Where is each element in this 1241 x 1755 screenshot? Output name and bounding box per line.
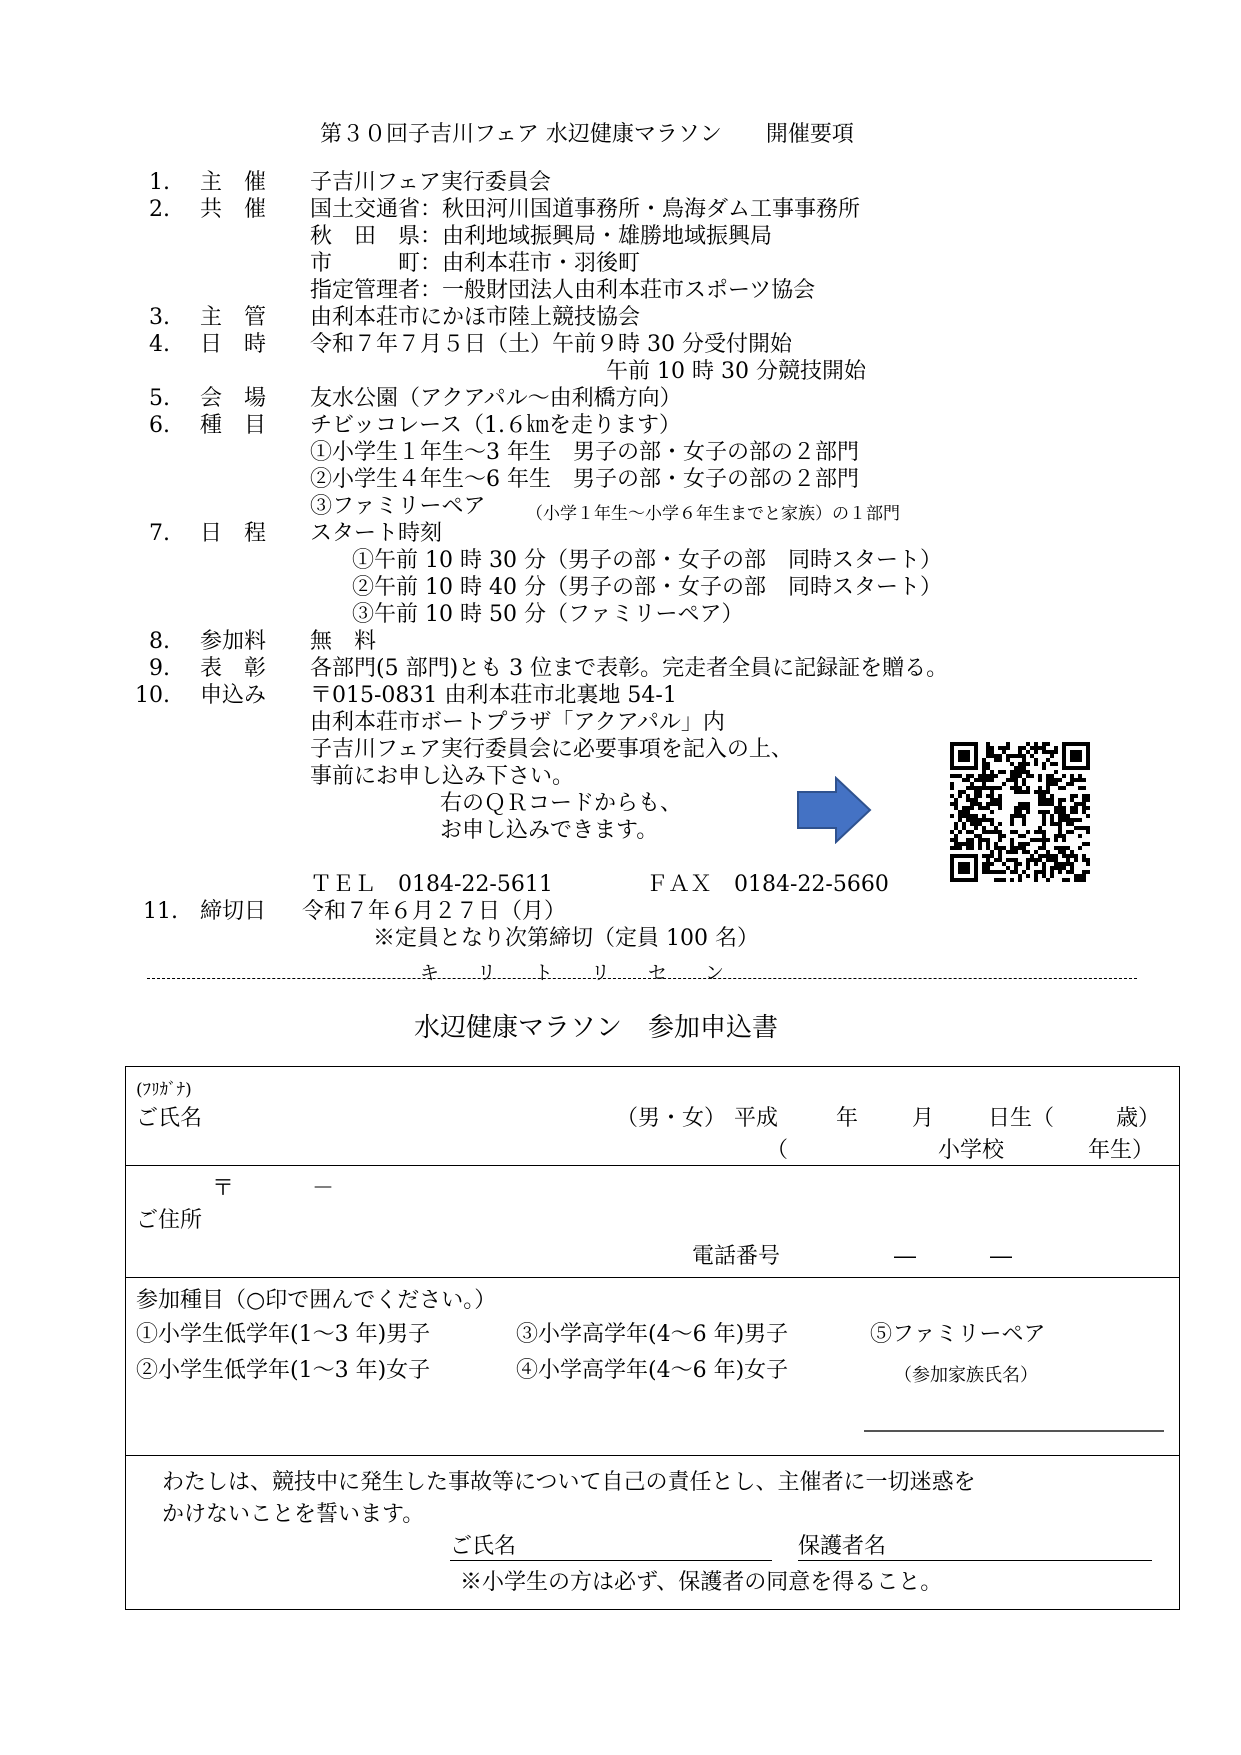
section-6-line-3: ②小学生４年生～6 年生 男子の部・女子の部の２部門: [310, 467, 859, 492]
section-4-num: 4.: [149, 332, 170, 357]
section-10-line-3: 子吉川フェア実行委員会に必要事項を記入の上、: [310, 737, 793, 762]
section-6-num: 6.: [149, 413, 170, 438]
guardian-name-field[interactable]: [798, 1533, 1152, 1561]
section-10-tel: ＴＥＬ 0184-22-5611: [310, 872, 553, 897]
section-10-num: 10.: [135, 683, 170, 708]
event-option-1[interactable]: ①小学生低学年(1～3 年)男子: [136, 1322, 431, 1347]
section-5-num: 5.: [149, 386, 170, 411]
section-9-line: 各部門(5 部門)とも 3 位まで表彰。完走者全員に記録証を贈る。: [310, 656, 949, 681]
section-10-line-1: 〒015-0831 由利本荘市北裏地 54-1: [310, 683, 677, 708]
section-3-num: 3.: [149, 305, 170, 330]
section-7-line-2: ①午前 10 時 30 分（男子の部・女子の部 同時スタート）: [352, 548, 942, 573]
event-option-2[interactable]: ②小学生低学年(1～3 年)女子: [136, 1358, 431, 1383]
section-1-line: 子吉川フェア実行委員会: [310, 170, 551, 195]
postal-mark: 〒: [212, 1176, 235, 1201]
grade-label: 年生）: [1088, 1138, 1155, 1163]
section-8-label: 参加料: [200, 629, 267, 654]
section-9-label: 表 彰: [200, 656, 267, 681]
event-option-4[interactable]: ④小学高学年(4～6 年)女子: [516, 1358, 789, 1383]
section-10-label: 申込み: [200, 683, 267, 708]
section-2-line-2: 秋 田 県：由利地域振興局・雄勝地域振興局: [310, 224, 773, 249]
section-6-line-2: ①小学生１年生～3 年生 男子の部・女子の部の２部門: [310, 440, 859, 465]
qr-code-icon[interactable]: [950, 742, 1090, 882]
section-1-label: 主 催: [200, 170, 267, 195]
age-label: 歳）: [1116, 1106, 1161, 1131]
name-label[interactable]: ご氏名: [136, 1106, 203, 1131]
section-6-line-4-note: （小学１年生～小学６年生までと家族）の１部門: [526, 504, 900, 524]
page-title: 第３０回子吉川フェア 水辺健康マラソン 開催要項: [320, 122, 854, 147]
school-open-paren: （: [766, 1138, 789, 1163]
family-name-line[interactable]: [864, 1430, 1164, 1432]
section-10-line-6: お申し込みできます。: [440, 818, 659, 843]
year-label: 年: [836, 1106, 859, 1131]
section-4-label: 日 時: [200, 332, 267, 357]
section-11-line-1: 令和７年６月２７日（月）: [302, 899, 567, 924]
pledge-line-1: わたしは、競技中に発生した事故等について自己の責任とし、主催者に一切迷惑を: [162, 1470, 976, 1495]
furigana-label: (ﾌﾘｶﾞﾅ): [136, 1080, 192, 1100]
section-11-num: 11.: [143, 899, 178, 924]
section-9-num: 9.: [149, 656, 170, 681]
form-divider-3: [126, 1455, 1179, 1456]
address-label[interactable]: ご住所: [136, 1208, 203, 1233]
form-divider-2: [126, 1277, 1179, 1278]
section-3-label: 主 管: [200, 305, 267, 330]
section-6-line-1: チビッコレース（1.６㎞を走ります）: [310, 413, 682, 438]
section-2-label: 共 催: [200, 197, 267, 222]
section-2-num: 2.: [149, 197, 170, 222]
section-10-line-2: 由利本荘市ボートプラザ「アクアパル」内: [310, 710, 725, 735]
cut-label: キ リ ト リ セ ン: [420, 962, 725, 984]
guardian-name-label: 保護者名: [798, 1534, 887, 1559]
event-option-3[interactable]: ③小学高学年(4～6 年)男子: [516, 1322, 789, 1347]
section-10-line-4: 事前にお申し込み下さい。: [310, 764, 575, 789]
event-option-5[interactable]: ⑤ファミリーペア: [870, 1322, 1046, 1347]
section-7-num: 7.: [149, 521, 170, 546]
form-divider-1: [126, 1165, 1179, 1166]
section-5-line: 友水公園（アクアパル～由利橋方向）: [310, 386, 682, 411]
section-11-line-2: ※定員となり次第締切（定員 100 名）: [373, 926, 759, 951]
application-form: [125, 1066, 1180, 1610]
birthday-label: 日生（: [988, 1106, 1055, 1131]
right-arrow-icon: [796, 776, 872, 844]
section-7-label: 日 程: [200, 521, 267, 546]
section-7-line-3: ②午前 10 時 40 分（男子の部・女子の部 同時スタート）: [352, 575, 942, 600]
pledge-line-2: かけないことを誓います。: [162, 1502, 425, 1527]
section-1-num: 1.: [149, 170, 170, 195]
section-6-label: 種 目: [200, 413, 267, 438]
guardian-note: ※小学生の方は必ず、保護者の同意を得ること。: [460, 1570, 943, 1595]
section-4-line-1: 令和７年７月５日（土）午前９時 30 分受付開始: [310, 332, 792, 357]
section-8-num: 8.: [149, 629, 170, 654]
events-label: 参加種目（○印で囲んでください。）: [136, 1288, 497, 1313]
section-11-label: 締切日: [200, 899, 267, 924]
signature-name-label: ご氏名: [450, 1534, 517, 1559]
school-label: 小学校: [938, 1138, 1005, 1163]
section-2-line-4: 指定管理者：一般財団法人由利本荘市スポーツ協会: [310, 278, 816, 303]
phone-dash-1: ―: [894, 1244, 916, 1269]
section-2-line-3: 市 町：由利本荘市・羽後町: [310, 251, 641, 276]
sex-options[interactable]: （男・女）: [616, 1106, 727, 1131]
section-4-line-2: 午前 10 時 30 分競技開始: [606, 359, 866, 384]
form-title: 水辺健康マラソン 参加申込書: [414, 1013, 779, 1043]
phone-label[interactable]: 電話番号: [692, 1244, 781, 1269]
section-10-fax: ＦＡＸ 0184-22-5660: [646, 872, 889, 897]
section-6-line-4: ③ファミリーペア: [310, 494, 486, 519]
section-3-line: 由利本荘市にかほ市陸上競技協会: [310, 305, 641, 330]
postal-dash: －: [312, 1176, 335, 1201]
month-label: 月: [912, 1106, 935, 1131]
era-label: 平成: [734, 1106, 779, 1131]
signature-name-field[interactable]: [450, 1533, 772, 1561]
phone-dash-2: ―: [990, 1244, 1012, 1269]
section-10-line-5: 右のＱＲコードからも、: [440, 791, 683, 816]
section-7-line-1: スタート時刻: [310, 521, 443, 546]
section-5-label: 会 場: [200, 386, 267, 411]
family-name-label: （参加家族氏名）: [894, 1365, 1038, 1386]
section-7-line-4: ③午前 10 時 50 分（ファミリーペア）: [352, 602, 744, 627]
section-2-line-1: 国土交通省：秋田河川国道事務所・鳥海ダム工事事務所: [310, 197, 861, 222]
section-8-line: 無 料: [310, 629, 377, 654]
